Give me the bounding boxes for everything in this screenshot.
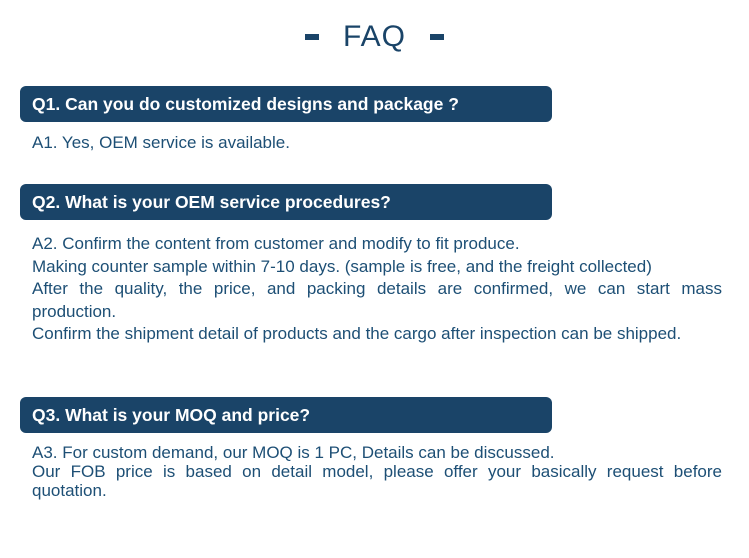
faq-question-2: Q2. What is your OEM service procedures? (20, 184, 552, 220)
answer-2-line-3: After the quality, the price, and packing details are confirmed, we can start mass production. (32, 279, 722, 321)
title-dash-left-icon (305, 34, 319, 40)
faq-question-3: Q3. What is your MOQ and price? (20, 397, 552, 433)
faq-question-1: Q1. Can you do customized designs and package ? (20, 86, 552, 122)
answer-2-line-4: Confirm the shipment detail of products and the cargo after inspection can be shipped. (32, 324, 682, 343)
page-title: FAQ (342, 20, 406, 53)
answer-3-line-2: Our FOB price is based on detail model, please offer your basically request before quotation. (32, 462, 722, 500)
answer-3-line-1: A3. For custom demand, our MOQ is 1 PC, Details can be discussed. (32, 443, 555, 462)
faq-answer-3 (32, 443, 722, 500)
answer-2-line-2: Making counter sample within 7-10 days. (sample is free, and the freight collected) (32, 256, 652, 276)
faq-answer-2 (32, 233, 722, 346)
title-dash-right-icon (430, 34, 444, 40)
faq-header (0, 14, 749, 60)
faq-answer-1 (32, 132, 722, 155)
answer-2-line-1: A2. Confirm the content from customer and modify to fit produce. (32, 234, 520, 253)
answer-1-line-1: A1. Yes, OEM service is available. (32, 133, 290, 152)
